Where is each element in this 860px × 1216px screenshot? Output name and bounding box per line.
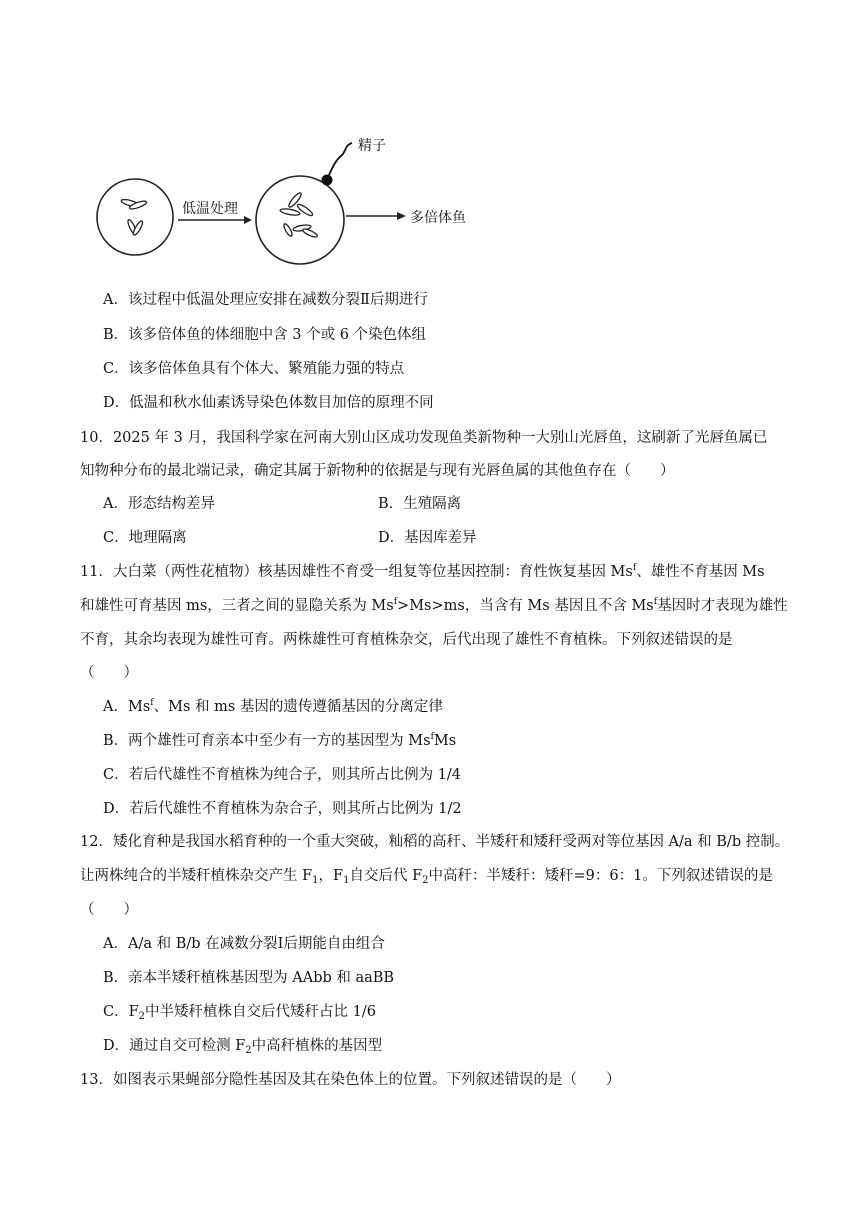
q12-option-a: A．A/a 和 B/b 在减数分裂Ⅰ后期能自由组合 (103, 936, 385, 952)
egg-cell-before (97, 179, 173, 255)
q9-option-b: B．该多倍体鱼的体细胞中含 3 个或 6 个染色体组 (103, 327, 427, 343)
q9-option-c: C．该多倍体鱼具有个体大、繁殖能力强的特点 (103, 361, 405, 377)
q9-option-d: D．低温和秋水仙素诱导染色体数目加倍的原理不同 (103, 395, 434, 411)
chromosomes-after (280, 191, 319, 238)
q10-option-a: A．形态结构差异 (103, 496, 215, 512)
q12-stem-line3: （ ） (80, 902, 138, 918)
q10-stem-line1: 10．2025 年 3 月，我国科学家在河南大别山区成功发现鱼类新物种一大别山光唇鱼，这刷新了光唇鱼属已 (80, 430, 768, 446)
q10-option-d: D．基因库差异 (378, 530, 477, 546)
q10-stem-line2: 知物种分布的最北端记录，确定其属于新物种的依据是与现有光唇鱼属的其他鱼存在（ ） (80, 463, 675, 479)
q10-option-b: B．生殖隔离 (378, 496, 462, 512)
q12-stem-line2: 让两株纯合的半矮秆植株杂交产生 $F_1$，$F_1$自交后代 $F_2$中高秆：半矮秆：矮秆=9：6：1。下列叙述错误的是 (80, 868, 773, 886)
q11-stem-line1: 11．大白菜（两性花植物）核基因雄性不育受一组复等位基因控制：育性恢复基因 Ms$^f$、雄性不育基因 Ms (80, 563, 765, 580)
q11-option-a: A．Ms$^f$、Ms 和 ms 基因的遗传遵循基因的分离定律 (103, 698, 443, 715)
polyploid-fish-label: 多倍体鱼 (410, 210, 466, 226)
q12-stem-line1: 12．矮化育种是我国水稻育种的一个重大突破，籼稻的高秆、半矮秆和矮秆受两对等位基因 A/a 和 B/b 控制。 (80, 834, 790, 850)
q11-stem-line4: （ ） (80, 665, 138, 681)
q11-stem-line2: 和雄性可育基因 ms，三者之间的显隐关系为 $Ms^f>Ms>ms$，当含有 Ms 基因且不含 Ms$^f$基因时才表现为雄性 (80, 597, 788, 614)
polyploid-fish-diagram (90, 130, 450, 270)
q12-option-c: C．$F_2$中半矮秆植株自交后代矮秆占比 1/6 (103, 1004, 376, 1022)
q10-option-c: C．地理隔离 (103, 530, 187, 546)
sperm-label: 精子 (358, 138, 386, 154)
q12-option-b: B．亲本半矮秆植株基因型为 AAbb 和 aaBB (103, 970, 395, 986)
egg-cell-after (256, 176, 344, 264)
q13-stem-line1: 13．如图表示果蝇部分隐性基因及其在染色体上的位置。下列叙述错误的是（ ） (80, 1072, 621, 1088)
q9-option-a: A．该过程中低温处理应安排在减数分裂Ⅱ后期进行 (103, 292, 428, 308)
low-temperature-label: 低温处理 (182, 201, 238, 217)
sperm-icon (322, 143, 353, 186)
q11-option-c: C．若后代雄性不育植株为纯合子，则其所占比例为 1/4 (103, 767, 462, 783)
chromosomes-before (121, 198, 148, 236)
q11-option-d: D．若后代雄性不育植株为杂合子，则其所占比例为 1/2 (103, 801, 462, 817)
q12-option-d: D．通过自交可检测 $F_2$中高秆植株的基因型 (103, 1038, 383, 1056)
q11-stem-line3: 不育，其余均表现为雄性可育。两株雄性可育植株杂交，后代出现了雄性不育植株。下列叙述错误的是 (80, 632, 733, 648)
q11-option-b: B．两个雄性可育亲本中至少有一方的基因型为 Ms$^f$Ms (103, 732, 457, 749)
